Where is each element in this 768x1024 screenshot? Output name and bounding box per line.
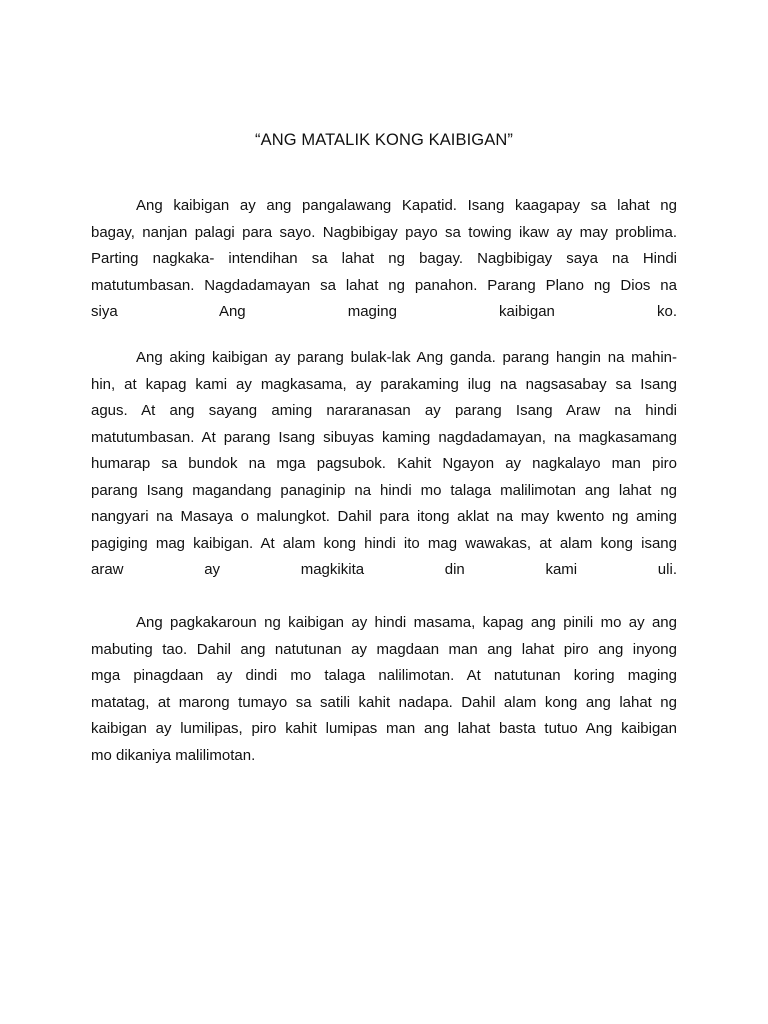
paragraph-line: matatag, at marong tumayo sa satili kahit nadapa. Dahil alam kong ang lahat ng [91, 693, 677, 711]
paragraph-line: humarap sa bundok na mga pagsubok. Kahit Ngayon ay nagkalayo man piro [91, 455, 677, 472]
paragraph-line: mo dikaniya malilimotan. [91, 746, 256, 764]
paragraph-1 [91, 193, 677, 326]
paragraph-line: mga pinagdaan ay dindi mo talaga nalilimotan. At natutunan koring maging [91, 667, 677, 684]
paragraph-line: matutumbasan. Nagdadamayan sa lahat ng panahon. Parang Plano ng Dios na [91, 276, 677, 294]
paragraph-line: bagay, nanjan palagi para sayo. Nagbibigay payo sa towing ikaw ay may problima. [91, 223, 677, 241]
paragraph-line: Ang aking kaibigan ay parang bulak-lak Ang ganda. parang hangin na mahin- [136, 349, 677, 366]
paragraph-line: araw ay magkikita din kami uli. [91, 561, 677, 578]
paragraph-line: Ang pagkakaroun ng kaibigan ay hindi masama, kapag ang pinili mo ay ang [136, 614, 677, 631]
paragraph-line: nangyari na Masaya o malungkot. Dahil para itong aklat na may kwento ng aming [91, 508, 677, 525]
paragraph-line: mabuting tao. Dahil ang natutunan ay magdaan man ang lahat piro ang inyong [91, 640, 677, 658]
paragraph-line: matutumbasan. At parang Isang sibuyas kaming nagdadamayan, na magkasamang [91, 428, 677, 446]
paragraph-3 [91, 610, 677, 769]
paragraph-line: hin, at kapag kami ay magkasama, ay parakaming ilug na nagsasabay sa Isang [91, 375, 677, 393]
document-title: “ANG MATALIK KONG KAIBIGAN” [255, 131, 513, 149]
paragraph-line: parang Isang magandang panaginip na hindi mo talaga malilimotan ang lahat ng [91, 481, 677, 499]
paragraph-line: kaibigan ay lumilipas, piro kahit lumipas man ang lahat basta tutuo Ang kaibigan [91, 720, 677, 737]
paragraph-line: siya Ang maging kaibigan ko. [91, 303, 677, 320]
paragraph-line: agus. At ang sayang aming nararanasan ay parang Isang Araw na hindi [91, 402, 677, 419]
paragraph-line: Parting nagkaka- intendihan sa lahat ng bagay. Nagbibigay saya na Hindi [91, 250, 677, 267]
paragraph-2 [91, 345, 677, 584]
paragraph-line: pagiging mag kaibigan. At alam kong hindi ito mag wawakas, at alam kong isang [91, 534, 677, 552]
paragraph-line: Ang kaibigan ay ang pangalawang Kapatid. Isang kaagapay sa lahat ng [136, 197, 677, 214]
